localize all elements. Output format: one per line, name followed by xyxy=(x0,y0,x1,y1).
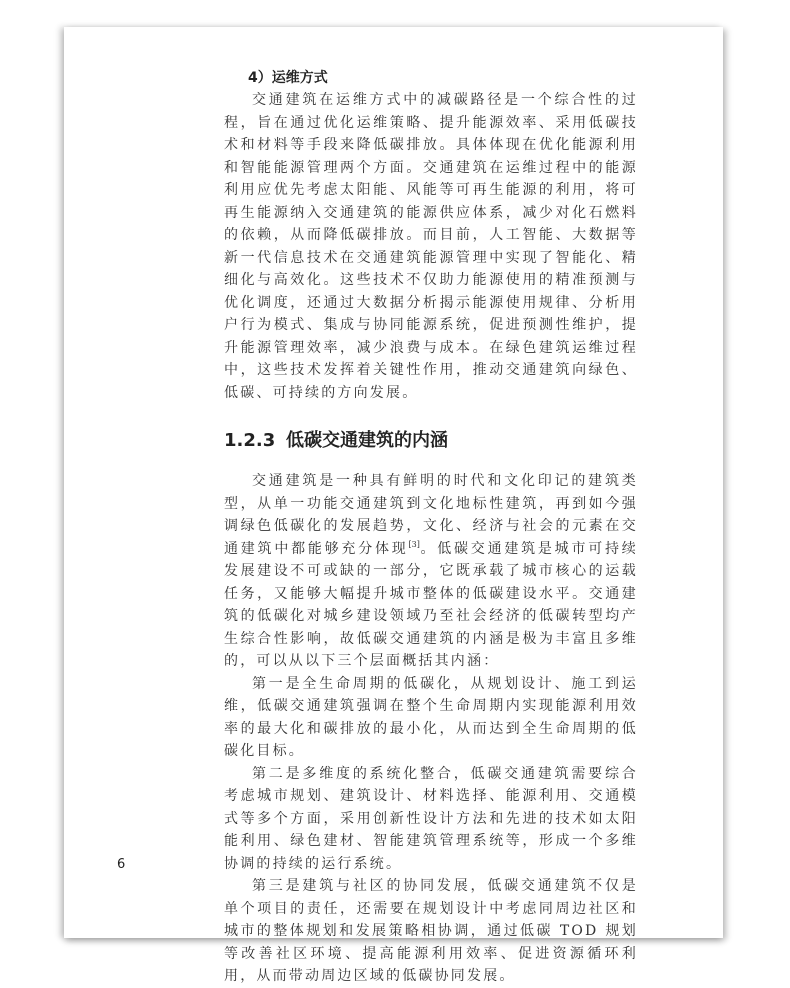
document-page xyxy=(64,27,723,984)
section-number: 1.2.3 xyxy=(224,430,276,451)
section-heading xyxy=(224,428,638,454)
point-paragraph-3: 第三是建筑与社区的协同发展，低碳交通建筑不仅是单个项目的责任，还需要在规划设计中考虑同周边社区和城市的整体规划和发展策略相协调，通过低碳 TOD 规划等改善社区环境、提高能源利用效率、促进资源循环利用，从而带动周边区域的低碳协同发展。 xyxy=(224,878,638,984)
citation-reference: [3] xyxy=(408,539,420,549)
subsection-heading: 4）运维方式 xyxy=(248,70,328,86)
page-content xyxy=(224,67,638,988)
section-title: 低碳交通建筑的内涵 xyxy=(286,430,448,451)
page-number: 6 xyxy=(117,857,126,872)
point-paragraph-1: 第一是全生命周期的低碳化，从规划设计、施工到运维，低碳交通建筑强调在整个生命周期内实现能源利用效率的最大化和碳排放的最小化，从而达到全生命周期的低碳化目标。 xyxy=(224,675,638,759)
intro-text-before-citation: 交通建筑是一种具有鲜明的时代和文化印记的建筑类型，从单一功能交通建筑到文化地标性建筑，再到如今强调绿色低碳化的发展趋势，文化、经济与社会的元素在交通建筑中都能够充分体现 xyxy=(224,473,638,557)
subsection-paragraph: 交通建筑在运维方式中的减碳路径是一个综合性的过程，旨在通过优化运维策略、提升能源效率、采用低碳技术和材料等手段来降低碳排放。具体体现在优化能源利用和智能能源管理两个方面。交通建筑在运维过程中的能源利用应优先考虑太阳能、风能等可再生能源的利用，将可再生能源纳入交通建筑的能源供应体系，减少对化石燃料的依赖，从而降低碳排放。而目前，人工智能、大数据等新一代信息技术在交通建筑能源管理中实现了智能化、精细化与高效化。这些技术不仅助力能源使用的精准预测与优化调度，还通过大数据分析揭示能源使用规律、分析用户行为模式、集成与协同能源系统，促进预测性维护，提升能源管理效率，减少浪费与成本。在绿色建筑运维过程中，这些技术发挥着关键性作用，推动交通建筑向绿色、低碳、可持续的方向发展。 xyxy=(224,92,638,401)
intro-text-after-citation: 。低碳交通建筑是城市可持续发展建设不可或缺的一部分，它既承载了城市核心的运载任务，又能够大幅提升城市整体的低碳建设水平。交通建筑的低碳化对城乡建设领域乃至社会经济的低碳转型均产生综合性影响，故低碳交通建筑的内涵是极为丰富且多维的，可以从以下三个层面概括其内涵： xyxy=(224,540,638,669)
section-intro-paragraph xyxy=(224,470,638,673)
point-paragraph-2: 第二是多维度的系统化整合，低碳交通建筑需要综合考虑城市规划、建筑设计、材料选择、能源利用、交通模式等多个方面，采用创新性设计方法和先进的技术如太阳能利用、绿色建材、智能建筑管理系统等，形成一个多维协调的持续的运行系统。 xyxy=(224,765,638,872)
